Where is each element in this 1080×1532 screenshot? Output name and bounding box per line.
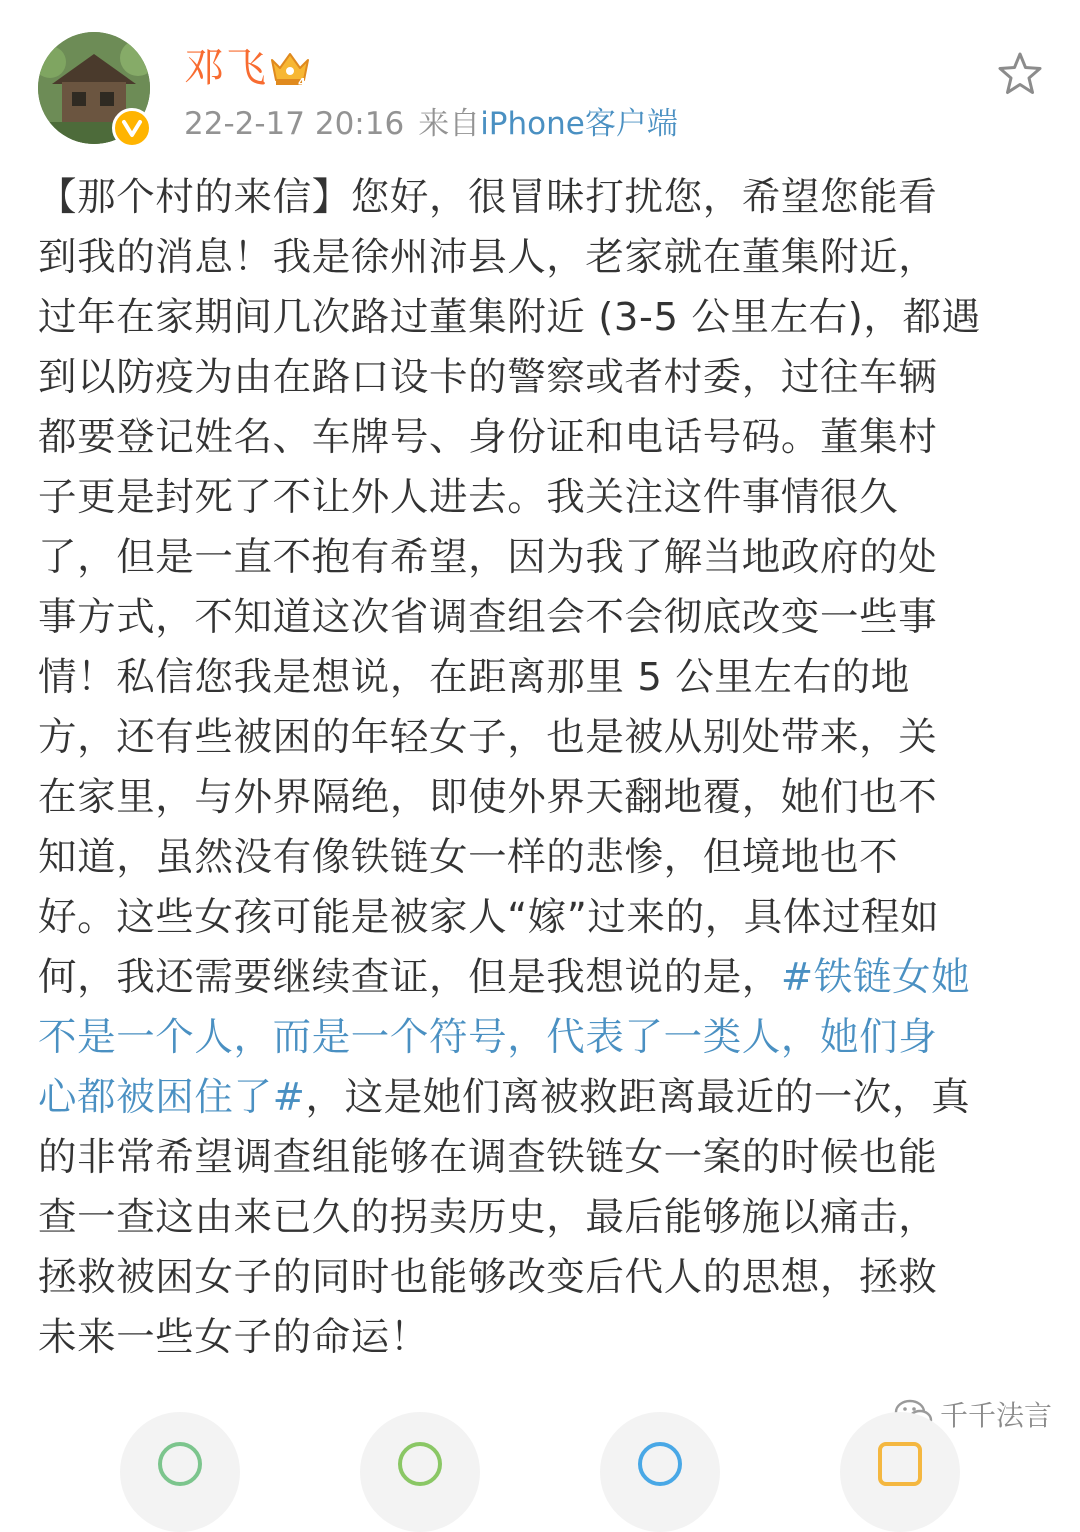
post-line <box>38 348 1048 408</box>
more-button[interactable] <box>840 1412 960 1532</box>
pin-icon <box>638 1442 682 1486</box>
post-line <box>38 468 1048 528</box>
post-header <box>0 0 1080 160</box>
post-line <box>38 1248 1048 1308</box>
svg-text:4: 4 <box>298 76 306 89</box>
watermark-text: 千千法言 <box>940 1399 1053 1432</box>
post-line <box>38 168 1048 228</box>
topic-link[interactable]: 不是一个人，而是一个符号，代表了一类人，她们身 <box>38 1015 938 1060</box>
emoji-button[interactable] <box>120 1412 240 1532</box>
post-line <box>38 708 1048 768</box>
post-line <box>38 1008 1048 1068</box>
post-text <box>38 168 1048 1368</box>
post-text-segment: 未来一些女子的命运！ <box>38 1315 430 1360</box>
post-line <box>38 1188 1048 1248</box>
post-text-segment: 在家里，与外界隔绝，即使外界天翻地覆，她们也不 <box>38 775 938 820</box>
box-icon <box>878 1442 922 1486</box>
post-text-segment: 都要登记姓名、车牌号、身份证和电话号码。董集村 <box>38 415 938 460</box>
source-link[interactable]: iPhone客户端 <box>480 106 678 142</box>
post-meta <box>184 104 678 144</box>
post-text-segment: 事方式，不知道这次省调查组会不会彻底改变一些事 <box>38 595 938 640</box>
verified-v-icon <box>112 108 152 148</box>
post-text-segment: 拯救被困女子的同时也能够改变后代人的思想，拯救 <box>38 1255 938 1300</box>
sticker-button[interactable] <box>360 1412 480 1532</box>
post-text-segment: 情！私信您我是想说，在距离那里 5 公里左右的地 <box>38 655 910 700</box>
crown-icon <box>268 46 312 90</box>
post-line <box>38 828 1048 888</box>
post-line <box>38 1308 1048 1368</box>
post-text-segment: 查一查这由来已久的拐卖历史，最后能够施以痛击， <box>38 1195 938 1240</box>
topic-link[interactable]: 心都被困住了# <box>38 1075 306 1120</box>
post-text-segment: 方，还有些被困的年轻女子，也是被从别处带来，关 <box>38 715 938 760</box>
location-button[interactable] <box>600 1412 720 1532</box>
post-line <box>38 408 1048 468</box>
post-text-segment: 好。这些女孩可能是被家人“嫁”过来的，具体过程如 <box>38 895 940 940</box>
post-line <box>38 528 1048 588</box>
post-text-segment: 过年在家期间几次路过董集附近 (3-5 公里左右)，都遇 <box>38 295 981 340</box>
post-line <box>38 1068 1048 1128</box>
post-line <box>38 1128 1048 1188</box>
post-line <box>38 288 1048 348</box>
post-line <box>38 588 1048 648</box>
post-line <box>38 948 1048 1008</box>
post-text-segment: ，这是她们离被救距离最近的一次，真 <box>305 1075 971 1120</box>
post-line <box>38 648 1048 708</box>
star-outline-icon[interactable] <box>996 50 1044 98</box>
post-timestamp: 22-2-17 20:16 <box>184 106 405 142</box>
post-text-segment: 了，但是一直不抱有希望，因为我了解当地政府的处 <box>38 535 938 580</box>
post-text-segment: 的非常希望调查组能够在调查铁链女一案的时候也能 <box>38 1135 938 1180</box>
post-line <box>38 768 1048 828</box>
smile-icon <box>158 1442 202 1486</box>
post-text-segment: 知道，虽然没有像铁链女一样的悲惨，但境地也不 <box>38 835 899 880</box>
username[interactable]: 邓飞 <box>184 45 268 91</box>
ball-icon <box>398 1442 442 1486</box>
post-text-segment: 子更是封死了不让外人进去。我关注这件事情很久 <box>38 475 899 520</box>
post-line <box>38 228 1048 288</box>
topic-link[interactable]: #铁链女她 <box>780 955 971 1000</box>
post-text-segment: 何，我还需要继续查证，但是我想说的是， <box>38 955 781 1000</box>
from-label: 来自 <box>418 106 481 142</box>
post-text-segment: 到我的消息！我是徐州沛县人，老家就在董集附近， <box>38 235 938 280</box>
action-bar <box>0 1408 1080 1463</box>
post-line <box>38 888 1048 948</box>
post-text-segment: 【那个村的来信】您好，很冒昧打扰您，希望您能看 <box>38 175 938 220</box>
post-text-segment: 到以防疫为由在路口设卡的警察或者村委，过往车辆 <box>38 355 938 400</box>
